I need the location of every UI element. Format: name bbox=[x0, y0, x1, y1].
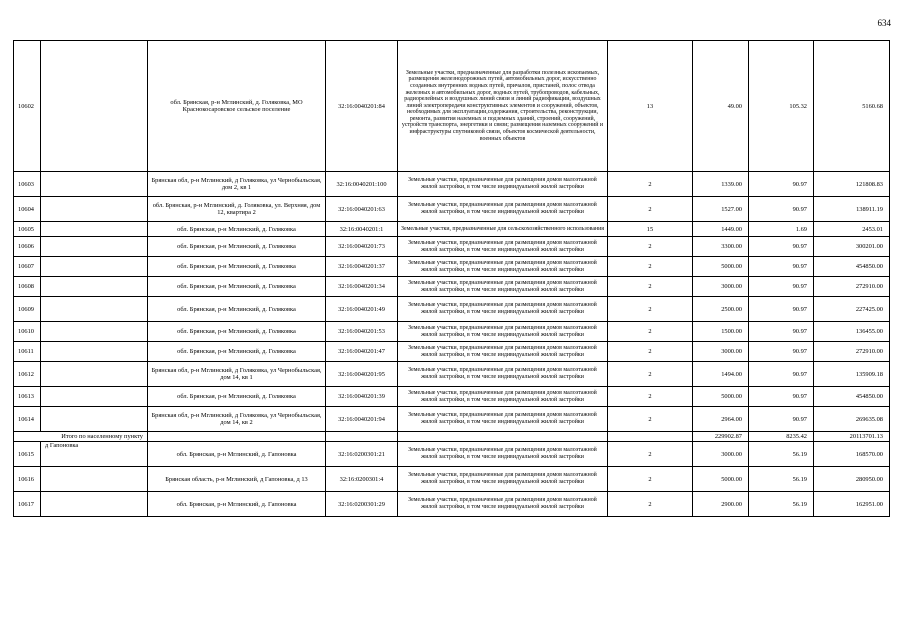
cadastral-number: 32:16:0040201:1 bbox=[326, 222, 398, 237]
purpose-cell: Земельные участки, предназначенные для сельскохозяйственного использования bbox=[398, 222, 608, 237]
purpose-cell: Земельные участки, предназначенные для размещения домов малоэтажной жилой застройки, в том числе индивидуальной жилой застройки bbox=[398, 257, 608, 277]
address-cell: Брянская обл, р-н Мглинский, д Голяковка, ул Чернобыльская, дом 14, кв 1 bbox=[148, 362, 326, 387]
cadastral-number: 32:16:0200301:21 bbox=[326, 442, 398, 467]
rate-cell: 90.97 bbox=[749, 197, 814, 222]
cadastral-number: 32:16:0040201:95 bbox=[326, 362, 398, 387]
cadastral-number: 32:16:0040201:37 bbox=[326, 257, 398, 277]
value-cell: 162951.00 bbox=[814, 492, 890, 517]
table-row bbox=[14, 277, 890, 297]
empty-cell bbox=[41, 387, 148, 407]
table-row bbox=[14, 297, 890, 322]
table-row bbox=[14, 467, 890, 492]
cadastral-number: 32:16:0040201:53 bbox=[326, 322, 398, 342]
total-row bbox=[14, 432, 890, 442]
area-cell: 3000.00 bbox=[693, 277, 749, 297]
row-number: 10617 bbox=[14, 492, 41, 517]
total-label: Итого по населенному пункту bbox=[14, 432, 148, 442]
empty-cell bbox=[41, 237, 148, 257]
area-cell: 3000.00 bbox=[693, 342, 749, 362]
rate-cell: 105.32 bbox=[749, 41, 814, 172]
value-cell: 136455.00 bbox=[814, 322, 890, 342]
group-cell: 2 bbox=[608, 197, 693, 222]
row-number: 10615 bbox=[14, 442, 41, 467]
rate-cell: 90.97 bbox=[749, 237, 814, 257]
value-cell: 272910.00 bbox=[814, 277, 890, 297]
group-cell: 15 bbox=[608, 222, 693, 237]
rate-cell: 56.19 bbox=[749, 442, 814, 467]
table-row bbox=[14, 362, 890, 387]
area-cell: 1494.00 bbox=[693, 362, 749, 387]
group-cell: 2 bbox=[608, 342, 693, 362]
purpose-cell: Земельные участки, предназначенные для размещения домов малоэтажной жилой застройки, в том числе индивидуальной жилой застройки bbox=[398, 467, 608, 492]
group-cell: 2 bbox=[608, 297, 693, 322]
value-cell: 300201.00 bbox=[814, 237, 890, 257]
row-number: 10612 bbox=[14, 362, 41, 387]
empty-cell bbox=[41, 222, 148, 237]
empty-cell bbox=[41, 362, 148, 387]
empty-cell bbox=[41, 172, 148, 197]
address-cell: Брянская обл, р-н Мглинский, д Голяковка, ул Чернобыльская, дом 2, кв 1 bbox=[148, 172, 326, 197]
group-cell: 2 bbox=[608, 407, 693, 432]
row-number: 10602 bbox=[14, 41, 41, 172]
empty-cell bbox=[41, 297, 148, 322]
area-cell: 3000.00 bbox=[693, 442, 749, 467]
value-cell: 121808.83 bbox=[814, 172, 890, 197]
group-cell: 2 bbox=[608, 467, 693, 492]
row-number: 10608 bbox=[14, 277, 41, 297]
value-cell: 135909.18 bbox=[814, 362, 890, 387]
empty-cell bbox=[41, 197, 148, 222]
rate-cell: 56.19 bbox=[749, 492, 814, 517]
total-area: 229902.87 bbox=[693, 432, 749, 442]
cadastral-number: 32:16:0040201:94 bbox=[326, 407, 398, 432]
table-row bbox=[14, 172, 890, 197]
address-cell: обл. Брянская, р-н Мглинский, д. Голяковка bbox=[148, 322, 326, 342]
cadastral-number: 32:16:0040201:47 bbox=[326, 342, 398, 362]
area-cell: 49.00 bbox=[693, 41, 749, 172]
empty-cell bbox=[398, 432, 608, 442]
purpose-cell: Земельные участки, предназначенные для разработки полезных ископаемых, размещения железнодорожных путей, автомобильных дорог, искусственно созданных внутренних водных путей, причалов, пристаней, полос отвода железных и автомобильных дорог, водных путей, трубопроводов, кабельных, радиорелейных и воздушных линий связи и линий радиофикации, воздушных линий электропередачи конструктивных элементов и сооружений, объектов, необходимых для эксплуатации,содержания, строительства, реконструкции, ремонта, развития наземных и подземных зданий, строений, сооружений, устройств транспорта, энергетики и связи; размещения наземных сооружений и инфраструктуры спутниковой связи, объектов космической деятельности, военных объектов bbox=[398, 41, 608, 172]
group-cell: 2 bbox=[608, 362, 693, 387]
table-row bbox=[14, 342, 890, 362]
area-cell: 5000.00 bbox=[693, 257, 749, 277]
value-cell: 454850.00 bbox=[814, 257, 890, 277]
area-cell: 2900.00 bbox=[693, 492, 749, 517]
area-cell: 1500.00 bbox=[693, 322, 749, 342]
table-row bbox=[14, 237, 890, 257]
area-cell: 1339.00 bbox=[693, 172, 749, 197]
empty-cell bbox=[326, 432, 398, 442]
group-cell: 2 bbox=[608, 492, 693, 517]
value-cell: 269635.08 bbox=[814, 407, 890, 432]
rate-cell: 90.97 bbox=[749, 342, 814, 362]
purpose-cell: Земельные участки, предназначенные для размещения домов малоэтажной жилой застройки, в том числе индивидуальной жилой застройки bbox=[398, 407, 608, 432]
cadastral-number: 32:16:0040201:100 bbox=[326, 172, 398, 197]
row-number: 10604 bbox=[14, 197, 41, 222]
group-cell: 13 bbox=[608, 41, 693, 172]
empty-cell bbox=[41, 322, 148, 342]
locality-title: д Гапоновка bbox=[41, 442, 148, 467]
address-cell: обл. Брянская, р-н Мглинский, д. Голяковка bbox=[148, 387, 326, 407]
purpose-cell: Земельные участки, предназначенные для размещения домов малоэтажной жилой застройки, в том числе индивидуальной жилой застройки bbox=[398, 277, 608, 297]
cadastral-number: 32:16:0040201:84 bbox=[326, 41, 398, 172]
row-number: 10605 bbox=[14, 222, 41, 237]
purpose-cell: Земельные участки, предназначенные для размещения домов малоэтажной жилой застройки, в том числе индивидуальной жилой застройки bbox=[398, 237, 608, 257]
table-row bbox=[14, 41, 890, 172]
rate-cell: 90.97 bbox=[749, 387, 814, 407]
area-cell: 3300.00 bbox=[693, 237, 749, 257]
group-cell: 2 bbox=[608, 442, 693, 467]
purpose-cell: Земельные участки, предназначенные для размещения домов малоэтажной жилой застройки, в том числе индивидуальной жилой застройки bbox=[398, 297, 608, 322]
address-cell: обл. Брянская, р-н Мглинский, д. Голяковка bbox=[148, 222, 326, 237]
purpose-cell: Земельные участки, предназначенные для размещения домов малоэтажной жилой застройки, в том числе индивидуальной жилой застройки bbox=[398, 322, 608, 342]
group-cell: 2 bbox=[608, 257, 693, 277]
cadastral-number: 32:16:0200301:29 bbox=[326, 492, 398, 517]
empty-cell bbox=[41, 277, 148, 297]
address-cell: обл. Брянская, р-н Мглинский, д. Голяковка bbox=[148, 342, 326, 362]
address-cell: Брянская обл, р-н Мглинский, д Голяковка, ул Чернобыльская, дом 14, кв 2 bbox=[148, 407, 326, 432]
empty-cell bbox=[41, 492, 148, 517]
value-cell: 227425.00 bbox=[814, 297, 890, 322]
table-row bbox=[14, 222, 890, 237]
row-number: 10611 bbox=[14, 342, 41, 362]
table-row bbox=[14, 407, 890, 432]
address-cell: обл. Брянская, р-н Мглинский, д. Голяковка, МО Краснокосаровское сельское поселение bbox=[148, 41, 326, 172]
address-cell: обл. Брянская, р-н Мглинский, д. Голяковка, ул. Верхняя, дом 12, квартира 2 bbox=[148, 197, 326, 222]
table-row bbox=[14, 442, 890, 467]
empty-cell bbox=[41, 41, 148, 172]
purpose-cell: Земельные участки, предназначенные для размещения домов малоэтажной жилой застройки, в том числе индивидуальной жилой застройки bbox=[398, 172, 608, 197]
purpose-cell: Земельные участки, предназначенные для размещения домов малоэтажной жилой застройки, в том числе индивидуальной жилой застройки bbox=[398, 442, 608, 467]
area-cell: 1527.00 bbox=[693, 197, 749, 222]
value-cell: 138911.19 bbox=[814, 197, 890, 222]
rate-cell: 90.97 bbox=[749, 172, 814, 197]
row-number: 10614 bbox=[14, 407, 41, 432]
rate-cell: 90.97 bbox=[749, 322, 814, 342]
value-cell: 2453.01 bbox=[814, 222, 890, 237]
cadastral-number: 32:16:0040201:73 bbox=[326, 237, 398, 257]
rate-cell: 1.69 bbox=[749, 222, 814, 237]
address-cell: обл. Брянская, р-н Мглинский, д. Гапоновка bbox=[148, 442, 326, 467]
value-cell: 280950.00 bbox=[814, 467, 890, 492]
row-number: 10607 bbox=[14, 257, 41, 277]
land-parcel-table bbox=[13, 40, 890, 517]
table-row bbox=[14, 197, 890, 222]
rate-cell: 90.97 bbox=[749, 362, 814, 387]
empty-cell bbox=[41, 257, 148, 277]
address-cell: обл. Брянская, р-н Мглинский, д. Гапоновка bbox=[148, 492, 326, 517]
group-cell: 2 bbox=[608, 172, 693, 197]
row-number: 10616 bbox=[14, 467, 41, 492]
cadastral-number: 32:16:0040201:63 bbox=[326, 197, 398, 222]
cadastral-number: 32:16:0040201:39 bbox=[326, 387, 398, 407]
rate-cell: 56.19 bbox=[749, 467, 814, 492]
address-cell: обл. Брянская, р-н Мглинский, д. Голяковка bbox=[148, 257, 326, 277]
purpose-cell: Земельные участки, предназначенные для размещения домов малоэтажной жилой застройки, в том числе индивидуальной жилой застройки bbox=[398, 387, 608, 407]
table-row bbox=[14, 257, 890, 277]
rate-cell: 90.97 bbox=[749, 257, 814, 277]
row-number: 10613 bbox=[14, 387, 41, 407]
address-cell: обл. Брянская, р-н Мглинский, д. Голяковка bbox=[148, 297, 326, 322]
value-cell: 5160.68 bbox=[814, 41, 890, 172]
value-cell: 454850.00 bbox=[814, 387, 890, 407]
table-row bbox=[14, 492, 890, 517]
address-cell: Брянская область, р-н Мглинский, д Гапоновка, д 13 bbox=[148, 467, 326, 492]
group-cell: 2 bbox=[608, 387, 693, 407]
cadastral-number: 32:16:0040201:34 bbox=[326, 277, 398, 297]
row-number: 10606 bbox=[14, 237, 41, 257]
purpose-cell: Земельные участки, предназначенные для размещения домов малоэтажной жилой застройки, в том числе индивидуальной жилой застройки bbox=[398, 362, 608, 387]
empty-cell bbox=[41, 342, 148, 362]
page-number: 634 bbox=[877, 18, 891, 28]
area-cell: 1449.00 bbox=[693, 222, 749, 237]
row-number: 10610 bbox=[14, 322, 41, 342]
value-cell: 272910.00 bbox=[814, 342, 890, 362]
rate-cell: 90.97 bbox=[749, 297, 814, 322]
table-row bbox=[14, 387, 890, 407]
area-cell: 5000.00 bbox=[693, 387, 749, 407]
purpose-cell: Земельные участки, предназначенные для размещения домов малоэтажной жилой застройки, в том числе индивидуальной жилой застройки bbox=[398, 197, 608, 222]
value-cell: 168570.00 bbox=[814, 442, 890, 467]
row-number: 10609 bbox=[14, 297, 41, 322]
address-cell: обл. Брянская, р-н Мглинский, д. Голяковка bbox=[148, 237, 326, 257]
cadastral-number: 32:16:0200301:4 bbox=[326, 467, 398, 492]
total-value: 20113701.13 bbox=[814, 432, 890, 442]
row-number: 10603 bbox=[14, 172, 41, 197]
address-cell: обл. Брянская, р-н Мглинский, д. Голяковка bbox=[148, 277, 326, 297]
purpose-cell: Земельные участки, предназначенные для размещения домов малоэтажной жилой застройки, в том числе индивидуальной жилой застройки bbox=[398, 342, 608, 362]
empty-cell bbox=[41, 467, 148, 492]
area-cell: 5000.00 bbox=[693, 467, 749, 492]
empty-cell bbox=[41, 407, 148, 432]
area-cell: 2500.00 bbox=[693, 297, 749, 322]
purpose-cell: Земельные участки, предназначенные для размещения домов малоэтажной жилой застройки, в том числе индивидуальной жилой застройки bbox=[398, 492, 608, 517]
empty-cell bbox=[608, 432, 693, 442]
cadastral-number: 32:16:0040201:49 bbox=[326, 297, 398, 322]
rate-cell: 90.97 bbox=[749, 277, 814, 297]
group-cell: 2 bbox=[608, 277, 693, 297]
area-cell: 2964.00 bbox=[693, 407, 749, 432]
group-cell: 2 bbox=[608, 322, 693, 342]
total-rate: 8235.42 bbox=[749, 432, 814, 442]
group-cell: 2 bbox=[608, 237, 693, 257]
rate-cell: 90.97 bbox=[749, 407, 814, 432]
empty-cell bbox=[148, 432, 326, 442]
table-row bbox=[14, 322, 890, 342]
